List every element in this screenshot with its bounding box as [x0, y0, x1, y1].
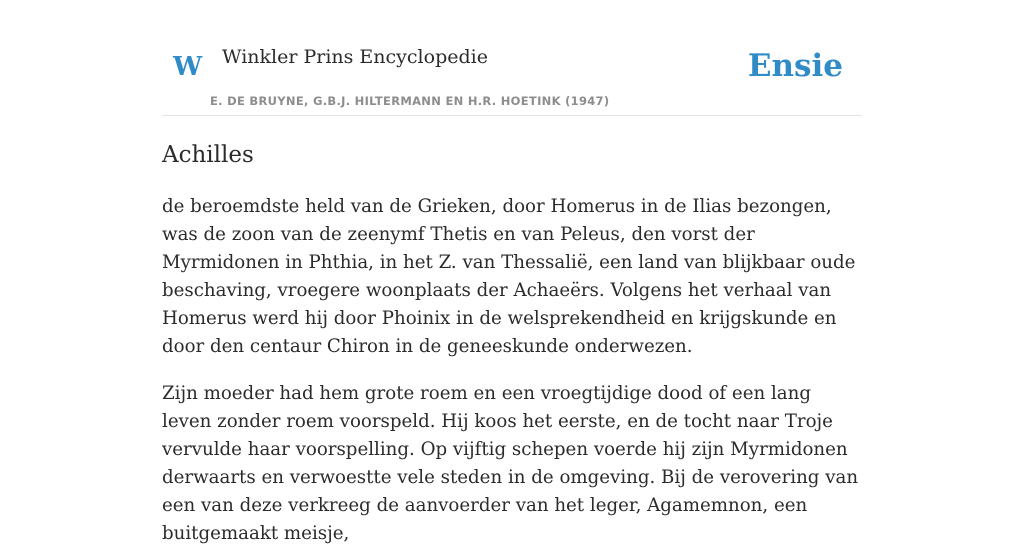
source-logo[interactable]: W — [173, 52, 203, 82]
source-header — [162, 0, 862, 116]
article-title: Achilles — [162, 142, 254, 168]
page — [162, 0, 862, 548]
article-paragraph: Zijn moeder had hem grote roem en een vroegtijdige dood of een lang leven zonder roem voorspeld. Hij koos het eerste, en de tocht naar Troje vervulde haar voorspelling. Op vijftig schepen voerde hij zijn Myrmidonen derwaarts en verwoestte vele steden in de omgeving. Bij de verovering van een van deze verkreeg de aanvoerder van het leger, Agamemnon, een buitgemaakt meisje, — [162, 383, 859, 544]
source-title[interactable]: Winkler Prins Encyclopedie — [222, 46, 488, 68]
source-authors: E. DE BRUYNE, G.B.J. HILTERMANN EN H.R. HOETINK (1947) — [210, 94, 610, 108]
article-paragraph: de beroemdste held van de Grieken, door Homerus in de Ilias bezongen, was de zoon van de zeenymf Thetis en van Peleus, den vorst der Myrmidonen in Phthia, in het Z. van Thessalië, een land van blijkbaar oude beschaving, vroegere woonplaats der Achaeërs. Volgens het verhaal van Homerus werd hij door Phoinix in de welsprekendheid en krijgskunde en door den centaur Chiron in de geneeskunde onderwezen. — [162, 196, 856, 357]
brand-logo[interactable]: Ensie — [747, 48, 843, 84]
article-body — [162, 193, 862, 548]
